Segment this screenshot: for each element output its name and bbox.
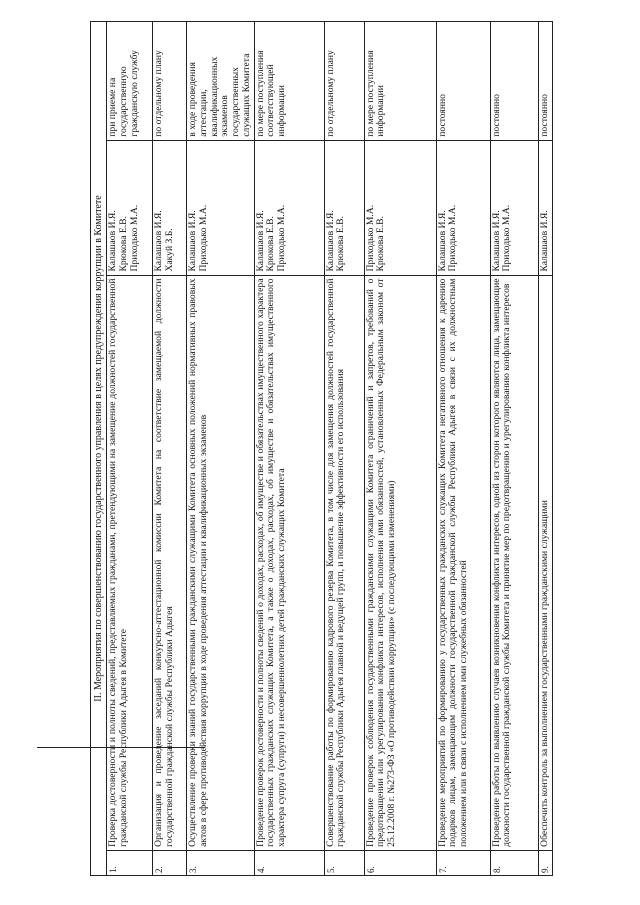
- deadline: по отдельному плану: [324, 22, 364, 141]
- row-number: 5.: [324, 850, 364, 875]
- deadline: постоянно: [538, 22, 552, 141]
- table-row: [187, 22, 254, 876]
- table-row: [538, 22, 552, 876]
- rotated-page: [90, 21, 565, 876]
- row-number: 1.: [107, 850, 153, 875]
- row-number: 3.: [187, 850, 254, 875]
- measures-table: [90, 21, 553, 876]
- responsible-persons: Калашаов И.Я. Крюкова Е.В.: [324, 140, 364, 275]
- deadline: по отдельному плану: [153, 22, 187, 141]
- responsible-persons: Калашаов И.Я. Приходько М.А.: [187, 140, 254, 275]
- responsible-persons: Приходько М.А. Крюкова Е.В.: [364, 140, 436, 275]
- table-row: [254, 22, 324, 876]
- table-body: [107, 22, 552, 876]
- deadline: при приеме на государственную гражданскую службу: [107, 22, 153, 141]
- measure-text: Обеспечить контроль за выполнением государственными гражданскими служащими: [538, 275, 552, 850]
- section-header-row: [91, 22, 107, 876]
- measure-text: Осуществление проверки знаний государственными гражданскими служащими Комитета основных положений нормативных правовых актов в сфере противодействия коррупции в ходе проведения аттестации и квалификационных экзаменов: [187, 275, 254, 850]
- measure-text: Проведение мероприятий по формированию у государственных гражданских служащих Комитета негативного отношения к дарению подарков лицам, замещающим должности государственной гражданской службы Республики Адыгея в связи с их должностным положением или в связи с исполнением ими служебных обязанностей: [436, 275, 490, 850]
- measure-text: Проведение работы по выявлению случаев возникновения конфликта интересов, одной из сторон которого являются лица, замещающие должности государственной гражданской службы Комитета и принятие мер по предотвращению и урегулированию конфликта интересов: [490, 275, 538, 850]
- row-number: 8.: [490, 850, 538, 875]
- table-row: [153, 22, 187, 876]
- responsible-persons: Калашаов И.Я. Крюкова Е.В. Приходько М.А.: [254, 140, 324, 275]
- table-row: [490, 22, 538, 876]
- table-row: [107, 22, 153, 876]
- measure-text: Проведение проверок достоверности и полноты сведений о доходах, расходах, об имуществе и обязательствах имущественного характера государственных гражданских служащих Комитета, а также о доходах, расходах, об имуществе и обязательствах имущественного характера супруга (супруги) и несовершеннолетних детей гражданских служащих Комитета: [254, 275, 324, 850]
- responsible-persons: Калашаов И.Я.: [538, 140, 552, 275]
- responsible-persons: Калашаов И.Я. Приходько М.А.: [490, 140, 538, 275]
- section-title: [91, 22, 107, 876]
- measure-text: Проведение проверок соблюдения государственными гражданскими служащими Комитета ограничений и запретов, требований о предотвращении или урегулировании конфликта интересов, исполнения ими обязанностей, установленных Федеральным законом от 25.12.2008 г. №273-ФЗ «О противодействии коррупции» (с последующими изменениями): [364, 275, 436, 850]
- table-row: [436, 22, 490, 876]
- deadline: в ходе проведения аттестации, квалификационных экзаменов государственных служащих Комитета: [187, 22, 254, 141]
- row-number: 7.: [436, 850, 490, 875]
- responsible-persons: Калашаов И.Я. Крюкова Е.В. Приходько М.А.: [107, 140, 153, 275]
- deadline: постоянно: [490, 22, 538, 141]
- responsible-persons: Калашаов И.Я. Хакуй З.Б.: [153, 140, 187, 275]
- deadline: по мере поступления соответствующей информации: [254, 22, 324, 141]
- measure-text: Совершенствование работы по формированию кадрового резерва Комитета, в том числе для замещения должностей государственной гражданской службы Республики Адыгея главной и ведущей групп, и повышение эффективности его использования: [324, 275, 364, 850]
- measure-text: Проверка достоверности и полноты сведений, представляемых гражданами, претендующими на замещение должностей государственной гражданской службы Республики Адыгея в Комитете: [107, 275, 153, 850]
- deadline: постоянно: [436, 22, 490, 141]
- table-row: [364, 22, 436, 876]
- table-row: [324, 22, 364, 876]
- row-number: 9.: [538, 850, 552, 875]
- row-number: 4.: [254, 850, 324, 875]
- responsible-persons: Калашаов И.Я. Приходько М.А.: [436, 140, 490, 275]
- section-title-line2: в целях предупреждения коррупции в Комитете: [93, 195, 104, 399]
- measure-text: Организация и проведение заседаний конкурсно-аттестационной комиссии Комитета на соответствие замещаемой должности государственной гражданской службы Республики Адыгея: [153, 275, 187, 850]
- deadline: по мере поступления информации: [364, 22, 436, 141]
- row-number: 6.: [364, 850, 436, 875]
- row-number: 2.: [153, 850, 187, 875]
- section-title-line1: II. Мероприятия по совершенствованию государственного управления: [93, 401, 104, 702]
